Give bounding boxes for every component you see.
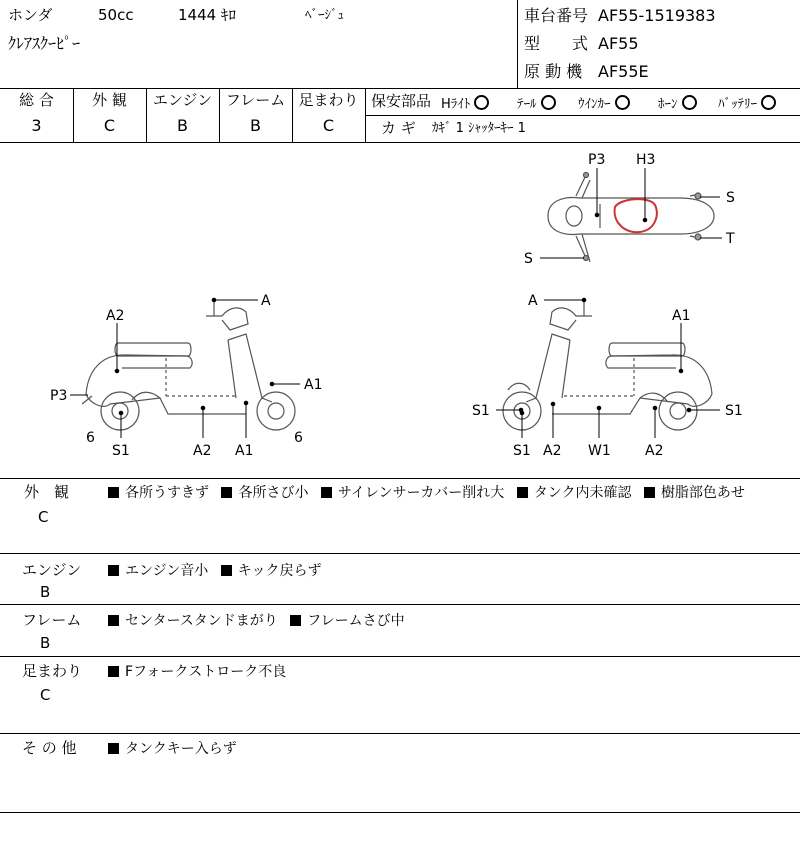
label-a2-right-bottom-2: A2 [645,443,664,459]
comment-item: エンジン音小 [125,563,209,579]
grade-value-suspension: C [322,116,335,135]
grade-value-frame: B [250,116,261,135]
label-t-top: T [726,231,735,247]
safety-label: 保安部品 [371,92,432,110]
label-s-top-left: S [524,251,533,267]
type-label: 型 式 [524,34,589,53]
grade-label-exterior: 外 観 [92,91,127,109]
label-p3-top: P3 [588,152,606,168]
grade-value-exterior: C [103,116,116,135]
divider [0,478,800,479]
damage-diagram [0,143,800,478]
label-a2-left-bottom: A2 [193,443,212,459]
label-a2-right-bottom-1: A2 [543,443,562,459]
safety-item-tail: ﾃｰﾙ [517,95,556,111]
ok-circle-icon [615,95,630,110]
comment-label: エンジン [22,561,82,579]
comment-item: サイレンサーカバー削れ大 [337,485,505,501]
divider [0,812,800,813]
grade-label-engine: エンジン [152,91,213,109]
ok-circle-icon [761,95,776,110]
comment-label: フレーム [22,611,82,629]
grade-value-overall: 3 [31,116,42,135]
bullet-square-icon [108,666,119,677]
frame-no-label: 車台番号 [524,6,589,25]
comment-item: フレームさび中 [307,613,405,629]
label-s1-left: S1 [112,443,130,459]
displacement: 50cc [98,6,134,24]
comment-grade: B [40,634,51,652]
label-w1-right: W1 [588,443,611,459]
bullet-square-icon [108,487,119,498]
comment-item: タンク内未確認 [533,485,632,501]
engine-label: 原 動 機 [524,62,583,81]
label-a-right: A [528,293,538,309]
scooter-top-view [548,173,714,263]
label-6-left: 6 [86,430,95,446]
bullet-square-icon [108,565,119,576]
type-value: AF55 [598,34,639,53]
color: ﾍﾞｰｼﾞｭ [305,8,344,23]
comment-item: 樹脂部色あせ [660,485,745,501]
comment-item: 各所うすきず [125,485,209,501]
safety-item-battery: ﾊﾞｯﾃﾘｰ [718,95,776,111]
divider [0,553,800,554]
engine-value: AF55E [598,62,649,81]
model-name: ｸﾚｱｽｸｰﾋﾟｰ [8,34,81,53]
comment-grade: B [40,583,51,601]
ok-circle-icon [474,95,489,110]
comment-grade: C [38,508,49,526]
label-s1-right-right: S1 [725,403,743,419]
divider [365,88,366,142]
comment-items [108,665,294,679]
label-s1-right-bottom: S1 [513,443,531,459]
grade-label-overall: 総 合 [19,91,54,109]
label-a-left: A [261,293,271,309]
safety-item-headlight: Hﾗｲﾄ [441,95,489,111]
grade-value-engine: B [177,116,188,135]
label-a2-left-top: A2 [106,308,125,324]
label-s1-right-left: S1 [472,403,490,419]
ok-circle-icon [682,95,697,110]
label-h3-top: H3 [636,152,656,168]
top-view-leaders [540,168,722,258]
key-label: カ ギ [381,119,416,137]
label-s-top-right: S [726,190,735,206]
label-a1-left-right: A1 [304,377,323,393]
mileage: 1444 ｷﾛ [178,6,236,24]
bullet-square-icon [108,743,119,754]
ok-circle-icon [541,95,556,110]
label-p3-left: P3 [50,388,68,404]
comment-label: 足まわり [22,662,83,680]
label-a1-left-bottom: A1 [235,443,254,459]
label-6-right: 6 [294,430,303,446]
key-value: ｶｷﾞ 1 ｼｬｯﾀｰｷｰ 1 [432,121,526,136]
divider [0,604,800,605]
comment-items [108,564,330,578]
header-divider [517,0,518,88]
bullet-square-icon [221,565,232,576]
grade-label-suspension: 足まわり [298,91,359,109]
comment-item: タンクキー入らず [125,741,237,757]
comment-label: そ の 他 [22,739,77,757]
comment-items [108,614,413,628]
bullet-square-icon [290,615,301,626]
bullet-square-icon [644,487,655,498]
label-a1-right-top: A1 [672,308,691,324]
comment-item: Fフォークストローク不良 [125,664,287,680]
comment-item: キック戻らず [237,563,322,579]
comment-item: 各所さび小 [238,485,309,501]
comment-item: センタースタンドまがり [125,613,278,629]
bullet-square-icon [517,487,528,498]
comment-label: 外 観 [24,483,70,501]
safety-item-winker: ｳｲﾝｶｰ [578,95,630,111]
bullet-square-icon [108,615,119,626]
divider [0,733,800,734]
divider [0,88,800,89]
grade-label-frame: フレーム [225,91,286,109]
frame-no: AF55-1519383 [598,6,716,25]
comment-grade: C [40,686,51,704]
divider [366,115,800,116]
maker: ホンダ [8,6,53,24]
comment-items [108,742,245,756]
bullet-square-icon [321,487,332,498]
bullet-square-icon [221,487,232,498]
comment-items [108,486,753,500]
divider [0,656,800,657]
safety-item-horn: ﾎｰﾝ [658,95,697,111]
